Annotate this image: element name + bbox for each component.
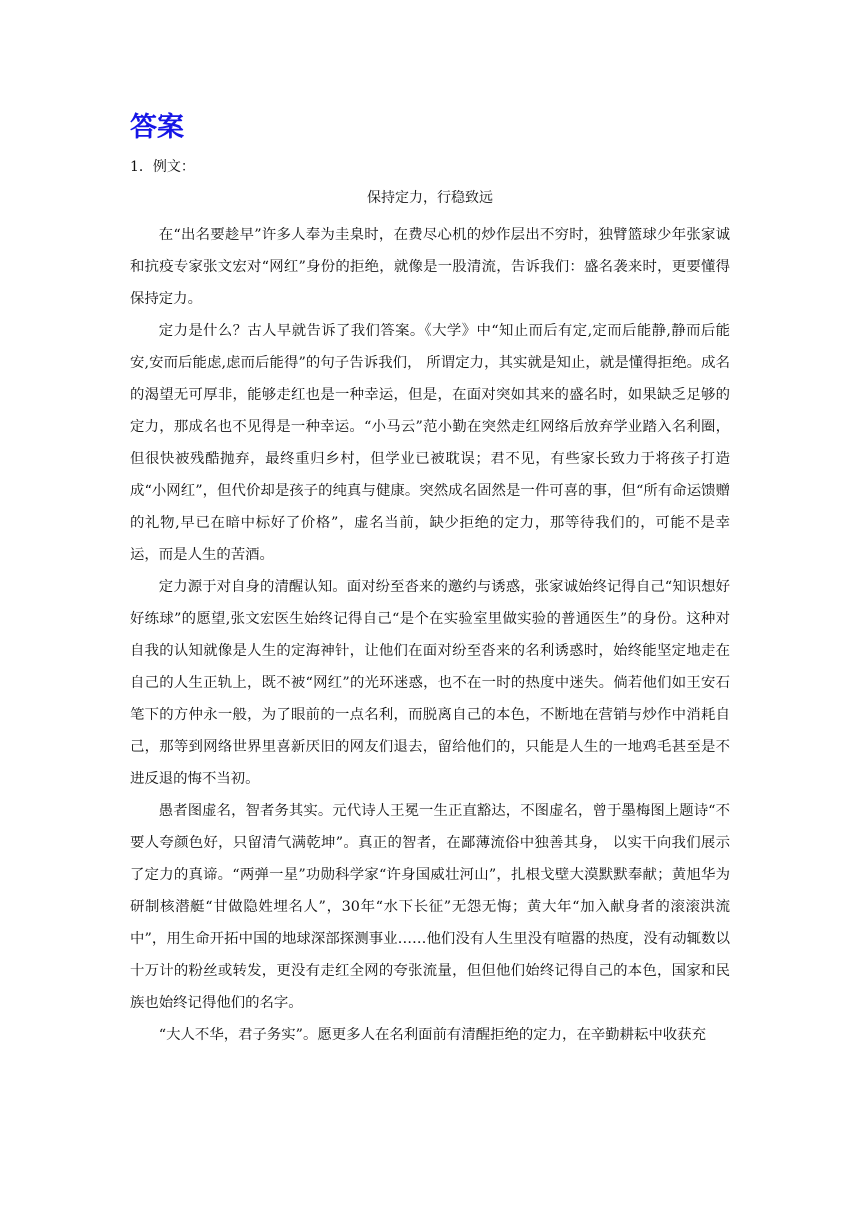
essay-title: 保持定力，行稳致远 bbox=[367, 190, 493, 206]
answer-heading: 答案 bbox=[130, 112, 184, 143]
paragraph: 定力源于对自身的清醒认知。面对纷至沓来的邀约与诱惑，张家诚始终记得自己“知识想好好练球”的愿望,张文宏医生始终记得自己“是个在实验室里做实验的普通医生”的身份。这种对自我的认知就像是人生的定海神针，让他们在面对纷至沓来的名利诱惑时，始终能坚定地走在自己的人生正轨上，既不被“网红”的光环迷惑，也不在一时的热度中迷失。倘若他们如王安石笔下的方仲永一般，为了眼前的一点名利，而脱离自己的本色，不断地在营销与炒作中消耗自己，那等到网络世界里喜新厌旧的网友们退去，留给他们的，只能是人生的一地鸡毛甚至是不进反退的悔不当初。 bbox=[130, 579, 730, 787]
paragraph: “大人不华，君子务实”。愿更多人在名利面前有清醒拒绝的定力，在辛勤耕耘中收获充 bbox=[158, 1027, 706, 1043]
question-number: 1．例文： bbox=[130, 159, 195, 175]
essay-body bbox=[130, 219, 730, 1051]
paragraph: 在“出名要趁早”许多人奉为圭臬时，在费尽心机的炒作层出不穷时，独臂篮球少年张家诚和抗疫专家张文宏对“网红”身份的拒绝，就像是一股清流，告诉我们：盛名袭来时，更要懂得保持定力。 bbox=[130, 227, 730, 307]
paragraph: 愚者图虚名，智者务其实。元代诗人王冕一生正直豁达，不图虚名，曾于墨梅图上题诗“不要人夸颜色好，只留清气满乾坤”。真正的智者，在鄙薄流俗中独善其身， 以实干向我们展示了定力的真谛。“两弹一星”功勋科学家“许身国威壮河山”，扎根戈壁大漠默默奉献；黄旭华为研制核潜艇“甘做隐姓埋名人”，30年“水下长征”无怨无悔；黄大年“加入献身者的滚滚洪流中”，用生命开拓中国的地球深部探测事业……他们没有人生里没有喧嚣的热度，没有动辄数以十万计的粉丝或转发，更没有走红全网的夸张流量，但但他们始终记得自己的本色，国家和民族也始终记得他们的名字。 bbox=[130, 803, 730, 1011]
paragraph: 定力是什么？古人早就告诉了我们答案。《大学》中“知止而后有定,定而后能静,静而后能安,安而后能虑,虑而后能得”的句子告诉我们， 所谓定力，其实就是知止，就是懂得拒绝。成名的渴望无可厚非，能够走红也是一种幸运，但是，在面对突如其来的盛名时，如果缺乏足够的定力，那成名也不见得是一种幸运。“小马云”范小勤在突然走红网络后放弃学业踏入名利圈，但很快被残酷抛弃，最终重归乡村，但学业已被耽误；君不见，有些家长致力于将孩子打造成“小网红”，但代价却是孩子的纯真与健康。突然成名固然是一件可喜的事，但“所有命运馈赠的礼物,早已在暗中标好了价格”，虚名当前，缺少拒绝的定力，那等待我们的，可能不是幸运，而是人生的苦酒。 bbox=[130, 323, 730, 563]
